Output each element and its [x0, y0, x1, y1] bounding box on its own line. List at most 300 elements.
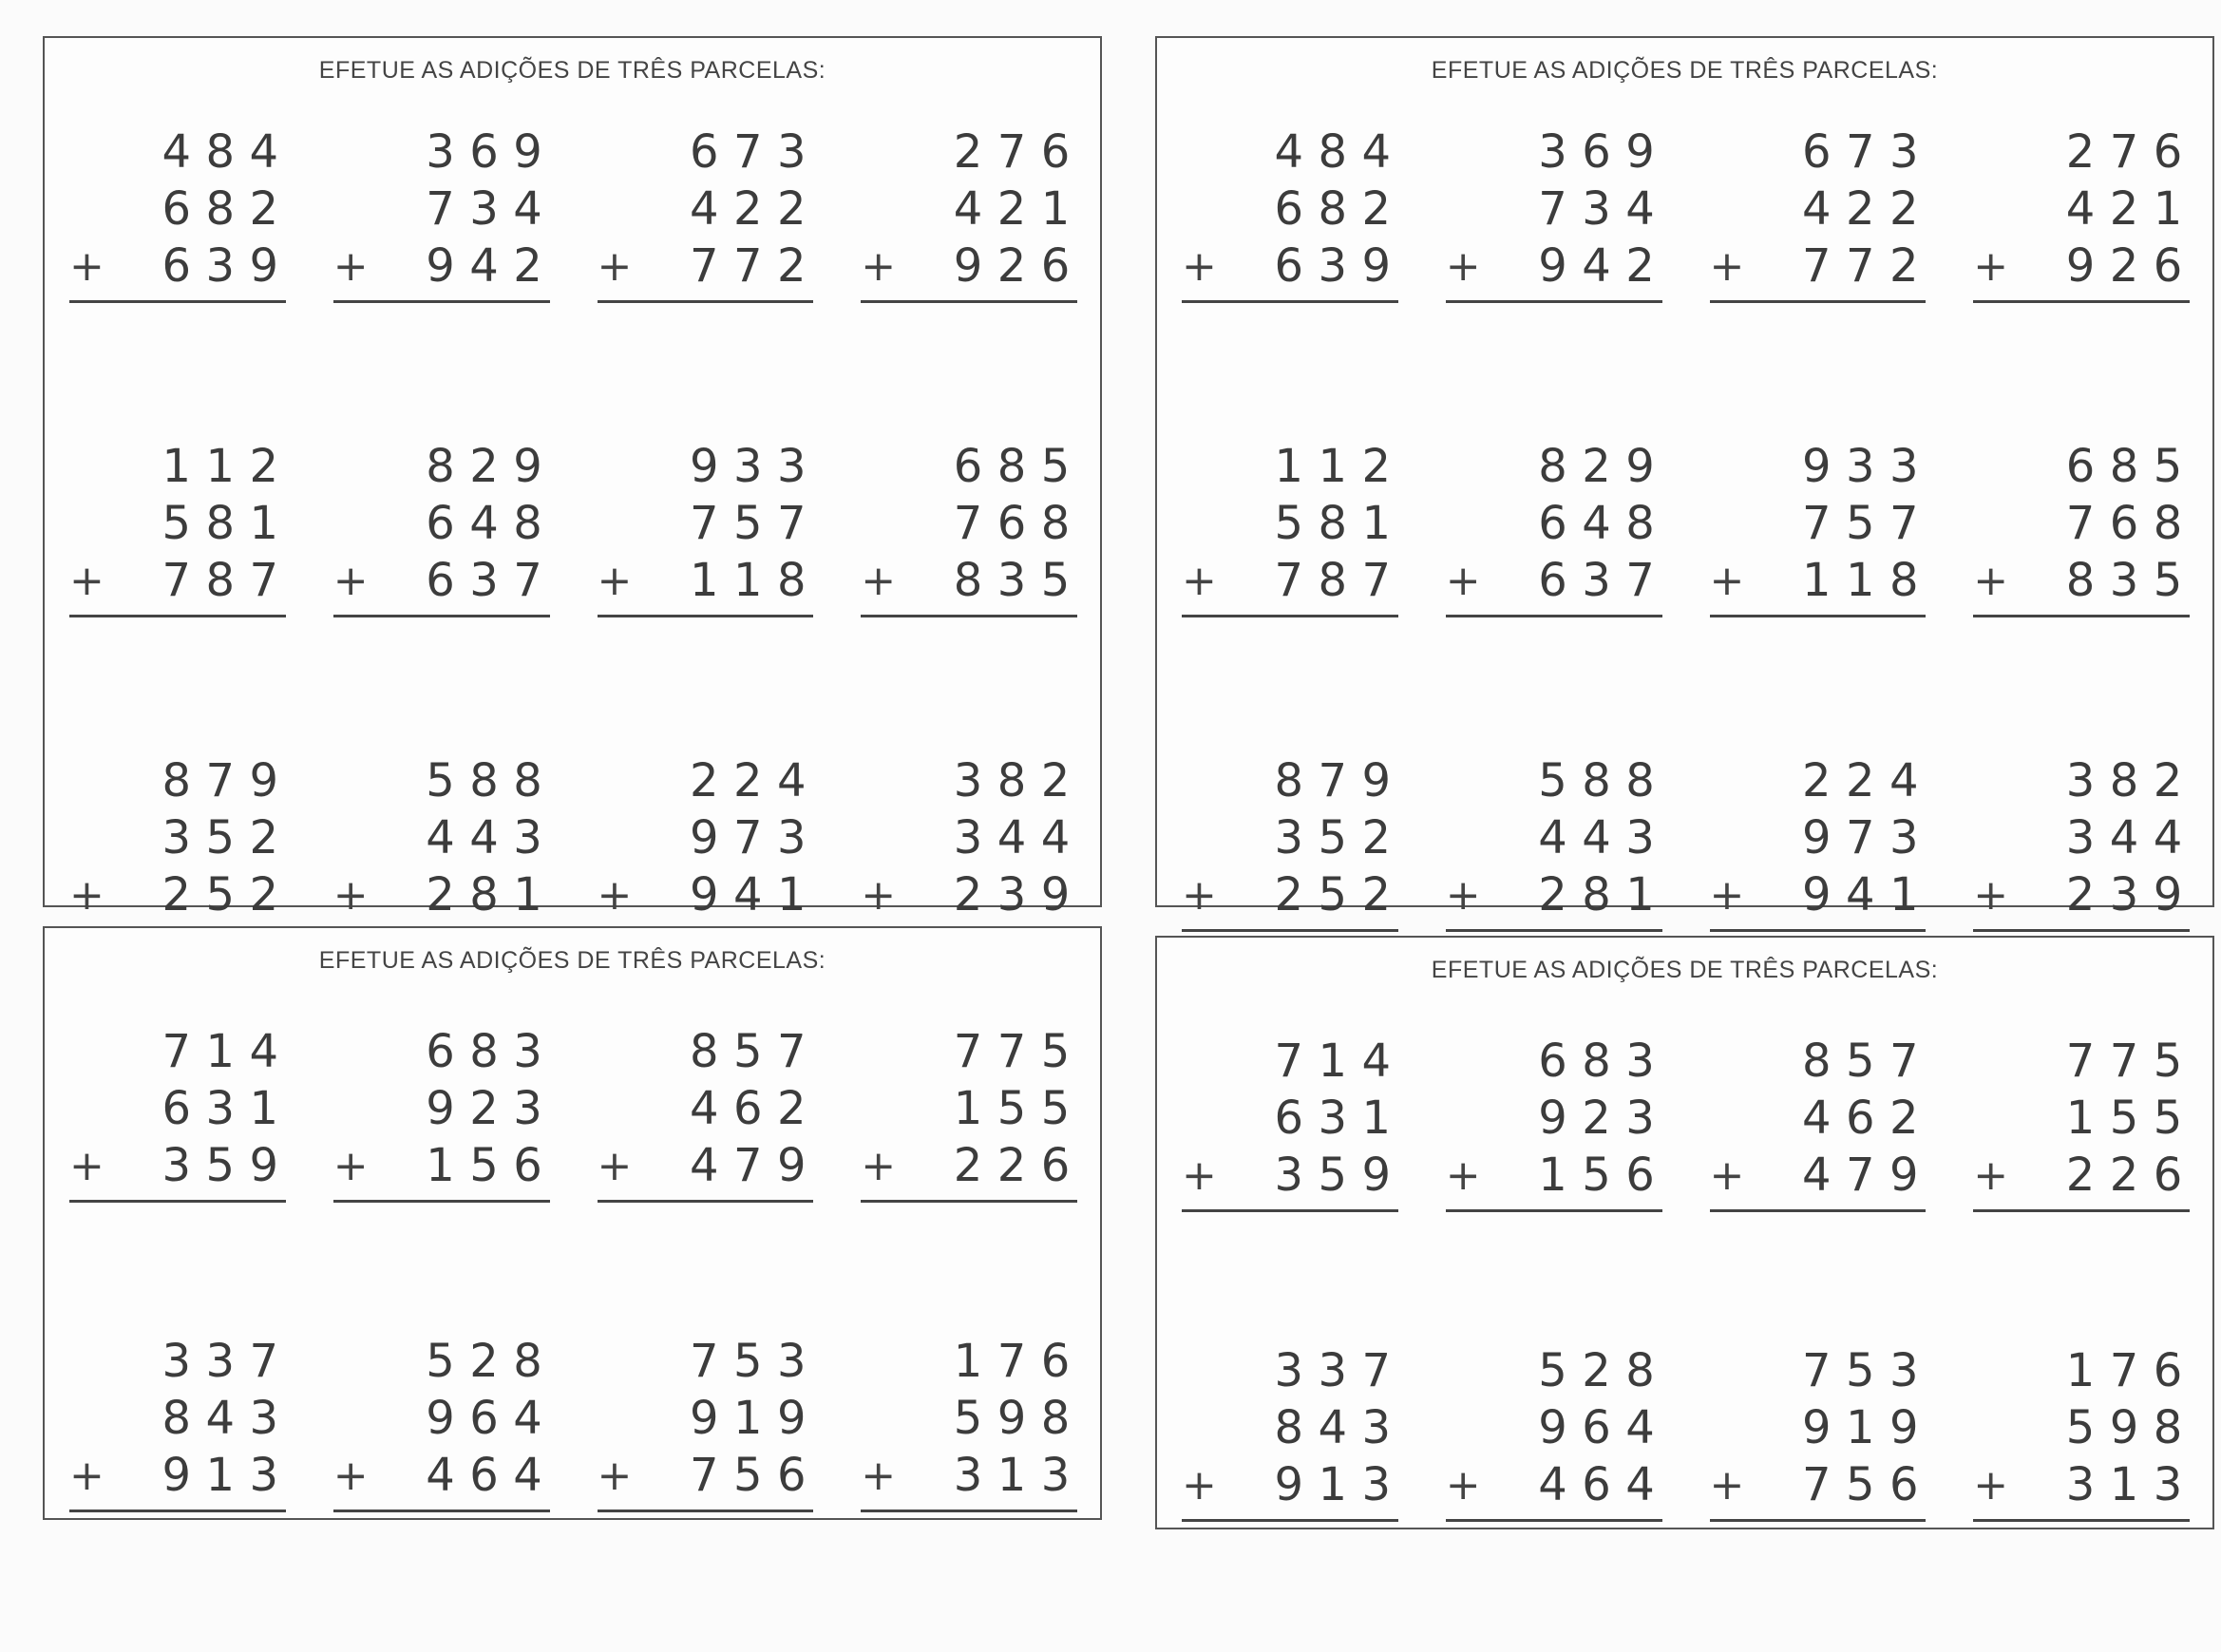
addition-problem	[309, 123, 573, 303]
plus-sign: +	[1445, 1150, 1481, 1200]
sum-line	[861, 1200, 1077, 1203]
plus-sign: +	[1973, 1150, 2009, 1200]
addend-number: 5 8 8	[426, 754, 542, 807]
addend-number: 9 2 3	[1538, 1092, 1655, 1145]
addend-number: 1 5 5	[2065, 1092, 2183, 1145]
addend	[861, 495, 1077, 552]
addition-problem	[309, 438, 573, 617]
sum-line	[861, 1510, 1077, 1512]
addition-problem	[836, 752, 1100, 932]
addend	[1710, 752, 1927, 809]
addend-number: 8 2 9	[426, 440, 542, 493]
addend-number: 3 4 4	[2065, 811, 2183, 864]
plus-sign: +	[1445, 870, 1481, 920]
addend	[69, 180, 286, 237]
addend-number: 5 2 8	[1538, 1344, 1655, 1397]
addend-number: 7 7 5	[953, 1025, 1071, 1078]
addend-with-plus	[69, 866, 286, 923]
addend-number: 8 7 9	[161, 754, 279, 807]
addend	[1973, 495, 2190, 552]
addend	[1182, 1399, 1398, 1456]
addend	[1446, 809, 1662, 866]
addend-number: 4 2 1	[2065, 182, 2183, 236]
addend	[861, 1080, 1077, 1137]
plus-sign: +	[861, 241, 897, 291]
sum-line	[1973, 615, 2190, 617]
addend-with-plus	[861, 552, 1077, 609]
plus-sign: +	[69, 1141, 104, 1190]
addend-number: 4 6 4	[1538, 1458, 1655, 1511]
sum-line	[1446, 929, 1662, 932]
addition-problem	[45, 1023, 309, 1203]
sum-line	[598, 300, 814, 303]
addition-problem	[1421, 123, 1685, 303]
sum-line	[1710, 1209, 1927, 1212]
addition-problem	[1685, 1033, 1949, 1212]
addend-number: 9 2 6	[2065, 239, 2183, 293]
sum-line	[1973, 1209, 2190, 1212]
addend-number: 4 4 3	[426, 811, 542, 864]
addend-with-plus	[1710, 1147, 1927, 1204]
addend-number: 9 7 3	[689, 811, 807, 864]
panel-title: EFETUE AS ADIÇÕES DE TRÊS PARCELAS:	[318, 57, 826, 84]
addend	[598, 1080, 814, 1137]
addition-problem	[573, 1333, 837, 1512]
plus-sign: +	[1182, 241, 1217, 291]
addend-number: 6 3 1	[1274, 1092, 1392, 1145]
addend	[1446, 123, 1662, 180]
addend	[1973, 1033, 2190, 1090]
addition-problem	[45, 1333, 309, 1512]
addend-with-plus	[861, 237, 1077, 294]
addend-with-plus	[69, 1447, 286, 1504]
sum-line	[1710, 300, 1927, 303]
addend	[1446, 1342, 1662, 1399]
addend-number: 5 8 8	[1538, 754, 1655, 807]
addend-number: 2 2 6	[2065, 1149, 2183, 1202]
worksheet-panel-3	[43, 926, 1102, 1520]
problem-row	[45, 123, 1100, 303]
addition-problem	[1157, 752, 1421, 932]
addend	[1182, 123, 1398, 180]
addend-number: 6 8 3	[1538, 1035, 1655, 1088]
addend-number: 2 2 4	[689, 754, 807, 807]
addition-problem	[573, 438, 837, 617]
addend-number: 3 6 9	[1538, 125, 1655, 179]
panel-title: EFETUE AS ADIÇÕES DE TRÊS PARCELAS:	[1431, 57, 1939, 84]
addend	[1182, 752, 1398, 809]
plus-sign: +	[1182, 870, 1217, 920]
addend	[861, 123, 1077, 180]
addend-number: 9 3 3	[689, 440, 807, 493]
addition-problem	[573, 752, 837, 932]
addend-with-plus	[333, 1137, 550, 1194]
addend-number: 7 7 2	[1801, 239, 1919, 293]
addend-number: 9 4 1	[1801, 868, 1919, 921]
addend-number: 6 4 8	[1538, 497, 1655, 550]
addend	[69, 1390, 286, 1447]
addend-number: 6 8 2	[1274, 182, 1392, 236]
panel-title: EFETUE AS ADIÇÕES DE TRÊS PARCELAS:	[318, 947, 826, 974]
addend-number: 7 6 8	[2065, 497, 2183, 550]
addend	[333, 180, 550, 237]
addend-number: 9 3 3	[1801, 440, 1919, 493]
plus-sign: +	[597, 1141, 633, 1190]
addend-with-plus	[861, 1137, 1077, 1194]
plus-sign: +	[597, 241, 633, 291]
addend	[1973, 809, 2190, 866]
sum-line	[69, 1510, 286, 1512]
worksheet-panel-4	[1155, 936, 2214, 1529]
addend-number: 1 5 6	[426, 1139, 542, 1192]
addend-number: 2 3 9	[2065, 868, 2183, 921]
addend-number: 7 5 3	[1801, 1344, 1919, 1397]
plus-sign: +	[69, 1451, 104, 1500]
plus-sign: +	[332, 556, 369, 605]
addition-problem	[1685, 1342, 1949, 1522]
addend-number: 6 8 5	[953, 440, 1071, 493]
plus-sign: +	[1182, 1460, 1217, 1510]
addend-number: 9 4 1	[689, 868, 807, 921]
addend-number: 6 7 3	[689, 125, 807, 179]
addend-number: 7 1 4	[1274, 1035, 1392, 1088]
sum-line	[1446, 1519, 1662, 1522]
plus-sign: +	[1445, 556, 1481, 605]
addend	[69, 752, 286, 809]
addend	[1710, 180, 1927, 237]
sum-line	[598, 1510, 814, 1512]
addend	[1973, 123, 2190, 180]
addend-number: 7 5 3	[689, 1335, 807, 1388]
worksheet-panel-2	[1155, 36, 2214, 921]
sum-line	[1182, 1519, 1398, 1522]
addend-number: 9 1 3	[1274, 1458, 1392, 1511]
problem-row	[1157, 1033, 2212, 1212]
addend-number: 2 8 1	[1538, 868, 1655, 921]
addend	[1446, 495, 1662, 552]
addend	[1973, 1399, 2190, 1456]
addend-with-plus	[1446, 552, 1662, 609]
addend-number: 3 1 3	[2065, 1458, 2183, 1511]
addend-number: 6 4 8	[426, 497, 542, 550]
plus-sign: +	[69, 241, 104, 291]
addend-number: 7 1 4	[161, 1025, 279, 1078]
addend-with-plus	[69, 237, 286, 294]
addend-with-plus	[598, 1137, 814, 1194]
addition-problem	[1685, 123, 1949, 303]
addend-number: 9 2 3	[426, 1082, 542, 1135]
addend	[1710, 809, 1927, 866]
addend-with-plus	[1446, 1456, 1662, 1513]
sum-line	[333, 1200, 550, 1203]
plus-sign: +	[597, 870, 633, 920]
addend	[598, 495, 814, 552]
addend-number: 8 4 3	[161, 1392, 279, 1445]
addend-number: 4 8 4	[161, 125, 279, 179]
addend	[861, 1333, 1077, 1390]
plus-sign: +	[1709, 241, 1745, 291]
addend-with-plus	[1973, 1147, 2190, 1204]
addition-problem	[836, 123, 1100, 303]
addend	[1446, 180, 1662, 237]
addend-number: 1 7 6	[953, 1335, 1071, 1388]
addition-problem	[1685, 438, 1949, 617]
addend-number: 6 3 7	[1538, 554, 1655, 607]
addend-number: 6 3 7	[426, 554, 542, 607]
addend	[1973, 1342, 2190, 1399]
addition-problem	[1948, 123, 2212, 303]
addend-with-plus	[69, 552, 286, 609]
addend-number: 8 3 5	[953, 554, 1071, 607]
addend-number: 3 3 7	[1274, 1344, 1392, 1397]
addend-with-plus	[1710, 866, 1927, 923]
addend-number: 7 7 2	[689, 239, 807, 293]
addend-number: 4 2 2	[689, 182, 807, 236]
addend	[598, 752, 814, 809]
addend	[1446, 752, 1662, 809]
addend	[1710, 123, 1927, 180]
addend	[333, 752, 550, 809]
plus-sign: +	[332, 870, 369, 920]
addend	[598, 123, 814, 180]
addend-number: 4 6 2	[1801, 1092, 1919, 1145]
addend-number: 3 5 9	[1274, 1149, 1392, 1202]
addition-problem	[1421, 752, 1685, 932]
addend-number: 6 8 3	[426, 1025, 542, 1078]
addend-number: 7 6 8	[953, 497, 1071, 550]
addition-problem	[1157, 1033, 1421, 1212]
addend-number: 2 2 6	[953, 1139, 1071, 1192]
addend	[1710, 438, 1927, 495]
addend-number: 4 6 2	[689, 1082, 807, 1135]
addition-problem	[1157, 438, 1421, 617]
problem-grid	[1157, 123, 2212, 1067]
addend-number: 7 5 7	[689, 497, 807, 550]
problem-row	[45, 438, 1100, 617]
plus-sign: +	[1709, 1150, 1745, 1200]
addend-number: 6 8 2	[161, 182, 279, 236]
sum-line	[1182, 929, 1398, 932]
addend-number: 7 7 5	[2065, 1035, 2183, 1088]
sum-line	[333, 1510, 550, 1512]
plus-sign: +	[1445, 241, 1481, 291]
addend-with-plus	[333, 866, 550, 923]
addend-number: 8 3 5	[2065, 554, 2183, 607]
addend	[1182, 809, 1398, 866]
addition-problem	[1948, 1033, 2212, 1212]
plus-sign: +	[1709, 556, 1745, 605]
addend	[1710, 1033, 1927, 1090]
addend	[861, 809, 1077, 866]
plus-sign: +	[861, 870, 897, 920]
addend-number: 5 9 8	[2065, 1401, 2183, 1454]
addend	[598, 1333, 814, 1390]
sum-line	[598, 615, 814, 617]
addend-number: 2 2 4	[1801, 754, 1919, 807]
addend-number: 2 7 6	[2065, 125, 2183, 179]
addend-number: 4 7 9	[1801, 1149, 1919, 1202]
addend-number: 4 4 3	[1538, 811, 1655, 864]
addend	[333, 123, 550, 180]
sum-line	[1710, 615, 1927, 617]
panel-title: EFETUE AS ADIÇÕES DE TRÊS PARCELAS:	[1431, 957, 1939, 983]
addend-number: 2 8 1	[426, 868, 542, 921]
addend-number: 6 3 1	[161, 1082, 279, 1135]
addend	[598, 438, 814, 495]
addend	[333, 495, 550, 552]
addend-with-plus	[1710, 237, 1927, 294]
addend-number: 7 3 4	[426, 182, 542, 236]
plus-sign: +	[861, 556, 897, 605]
addend-number: 3 3 7	[161, 1335, 279, 1388]
addend	[1710, 1342, 1927, 1399]
addend-with-plus	[1182, 866, 1398, 923]
addend-number: 8 2 9	[1538, 440, 1655, 493]
addition-problem	[45, 752, 309, 932]
addend-number: 6 8 5	[2065, 440, 2183, 493]
addend-number: 2 5 2	[161, 868, 279, 921]
addend	[1973, 438, 2190, 495]
plus-sign: +	[332, 1451, 369, 1500]
addend-number: 8 4 3	[1274, 1401, 1392, 1454]
problem-row	[45, 1333, 1100, 1512]
sum-line	[1710, 929, 1927, 932]
addend-number: 8 5 7	[1801, 1035, 1919, 1088]
sum-line	[1182, 300, 1398, 303]
plus-sign: +	[1973, 1460, 2009, 1510]
addend-number: 1 5 5	[953, 1082, 1071, 1135]
addend-with-plus	[598, 237, 814, 294]
addend-number: 4 6 4	[426, 1449, 542, 1502]
addend-number: 7 5 6	[1801, 1458, 1919, 1511]
addition-problem	[836, 1023, 1100, 1203]
addend-with-plus	[598, 1447, 814, 1504]
addend	[598, 809, 814, 866]
addend	[69, 495, 286, 552]
sum-line	[333, 300, 550, 303]
addend	[861, 1023, 1077, 1080]
problem-row	[45, 1023, 1100, 1203]
sum-line	[861, 300, 1077, 303]
addend-number: 6 3 9	[1274, 239, 1392, 293]
addend	[333, 1023, 550, 1080]
addend-with-plus	[1446, 1147, 1662, 1204]
addend	[1446, 438, 1662, 495]
addend-number: 9 6 4	[1538, 1401, 1655, 1454]
addend-number: 2 3 9	[953, 868, 1071, 921]
addend	[861, 1390, 1077, 1447]
addend-number: 4 8 4	[1274, 125, 1392, 179]
addend-with-plus	[69, 1137, 286, 1194]
addend-number: 7 5 6	[689, 1449, 807, 1502]
plus-sign: +	[1182, 556, 1217, 605]
sum-line	[1446, 300, 1662, 303]
sum-line	[1973, 929, 2190, 932]
addend-number: 3 1 3	[953, 1449, 1071, 1502]
addend-number: 9 1 3	[161, 1449, 279, 1502]
addend-number: 1 1 8	[1801, 554, 1919, 607]
addend-number: 2 5 2	[1274, 868, 1392, 921]
addend-with-plus	[1710, 552, 1927, 609]
addend	[333, 1333, 550, 1390]
addend	[598, 180, 814, 237]
addition-problem	[1157, 123, 1421, 303]
sum-line	[1182, 1209, 1398, 1212]
addend-with-plus	[1973, 237, 2190, 294]
addition-problem	[573, 1023, 837, 1203]
addend-number: 9 1 9	[1801, 1401, 1919, 1454]
addend	[1182, 180, 1398, 237]
addend	[69, 1080, 286, 1137]
addition-problem	[836, 1333, 1100, 1512]
addend-number: 9 4 2	[1538, 239, 1655, 293]
addition-problem	[1948, 438, 2212, 617]
sum-line	[1446, 1209, 1662, 1212]
addend-number: 5 8 1	[161, 497, 279, 550]
plus-sign: +	[861, 1451, 897, 1500]
addend-number: 5 8 1	[1274, 497, 1392, 550]
sum-line	[1973, 300, 2190, 303]
problem-row	[1157, 1342, 2212, 1522]
addend	[861, 752, 1077, 809]
addition-problem	[45, 123, 309, 303]
addend	[1182, 495, 1398, 552]
sum-line	[69, 300, 286, 303]
sum-line	[1182, 615, 1398, 617]
problem-row	[1157, 752, 2212, 932]
addend-with-plus	[1973, 866, 2190, 923]
addend	[1182, 1342, 1398, 1399]
addend	[1446, 1399, 1662, 1456]
addition-problem	[573, 123, 837, 303]
addition-problem	[1157, 1342, 1421, 1522]
addend-number: 7 3 4	[1538, 182, 1655, 236]
addend-number: 4 2 1	[953, 182, 1071, 236]
addend-number: 4 2 2	[1801, 182, 1919, 236]
addend	[333, 1080, 550, 1137]
addend-number: 3 8 2	[2065, 754, 2183, 807]
addition-problem	[1421, 1342, 1685, 1522]
addend-number: 3 5 9	[161, 1139, 279, 1192]
addend-number: 1 5 6	[1538, 1149, 1655, 1202]
addend	[1446, 1090, 1662, 1147]
addend-with-plus	[1446, 866, 1662, 923]
addend-number: 3 6 9	[426, 125, 542, 179]
addend-with-plus	[1710, 1456, 1927, 1513]
problem-grid	[1157, 1033, 2212, 1652]
addend	[1973, 180, 2190, 237]
addend	[333, 438, 550, 495]
addition-problem	[309, 1333, 573, 1512]
addition-problem	[309, 1023, 573, 1203]
addend-number: 1 7 6	[2065, 1344, 2183, 1397]
addition-problem	[836, 438, 1100, 617]
addend	[598, 1390, 814, 1447]
addend	[861, 438, 1077, 495]
plus-sign: +	[1973, 870, 2009, 920]
addend-number: 9 6 4	[426, 1392, 542, 1445]
addend-with-plus	[333, 552, 550, 609]
addend-number: 1 1 2	[161, 440, 279, 493]
addend-number: 7 8 7	[1274, 554, 1392, 607]
addend-with-plus	[861, 1447, 1077, 1504]
plus-sign: +	[1182, 1150, 1217, 1200]
plus-sign: +	[597, 556, 633, 605]
sum-line	[333, 615, 550, 617]
addend	[333, 1390, 550, 1447]
addend-number: 8 5 7	[689, 1025, 807, 1078]
addend-with-plus	[1182, 552, 1398, 609]
